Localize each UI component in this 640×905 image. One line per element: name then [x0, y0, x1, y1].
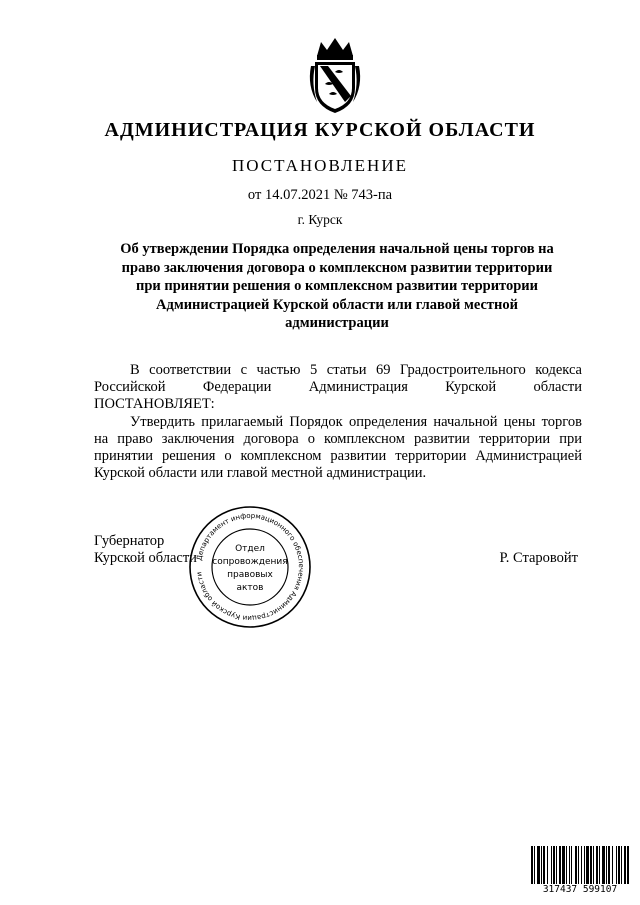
- stamp-line-1: Отдел: [235, 544, 265, 554]
- stamp-line-2: сопровождения: [212, 557, 288, 567]
- signatory-position-line-1: Губернатор: [94, 533, 165, 549]
- document-city: г. Курск: [297, 212, 343, 227]
- document-date-number: от 14.07.2021 № 743-па: [247, 187, 393, 203]
- body-paragraph-1-end: ПОСТАНОВЛЯЕТ:: [94, 396, 215, 412]
- stamp-ring-text: Департамент информационного обеспечения Администрации Курской области: [195, 511, 306, 623]
- signatory-position: [94, 533, 197, 567]
- barcode-digits: 317437 599107: [530, 884, 630, 895]
- stamp-line-4: актов: [236, 583, 264, 593]
- document-type: ПОСТАНОВЛЕНИЕ: [231, 156, 408, 175]
- stamp-line-3: правовых: [227, 570, 273, 580]
- signatory-name: Р. Старовойт: [499, 550, 578, 566]
- organization-title: АДМИНИСТРАЦИЯ КУРСКОЙ ОБЛАСТИ: [104, 119, 536, 141]
- body-paragraph-1: В соответствии с частью 5 статьи 69 Градостроительного кодекса Российской Федерации Администрация Курской области: [94, 362, 582, 395]
- document-subject: Об утверждении Порядка определения начальной цены торгов на право заключения договора о комплексном развитии территории при принятии решения о комплексном развитии территории Администрацией Курской области или главой местной администрации: [120, 241, 554, 331]
- body-paragraph-2: Утвердить прилагаемый Порядок определения начальной цены торгов на право заключения договора о комплексном развитии территории при принятии решения о комплексном развитии территории Администрацией Курской области или главой местной администрации.: [94, 414, 582, 481]
- signatory-position-line-2: Курской области: [94, 550, 197, 566]
- stamp-seal-icon: [186, 503, 314, 631]
- coat-of-arms-icon: [307, 36, 363, 114]
